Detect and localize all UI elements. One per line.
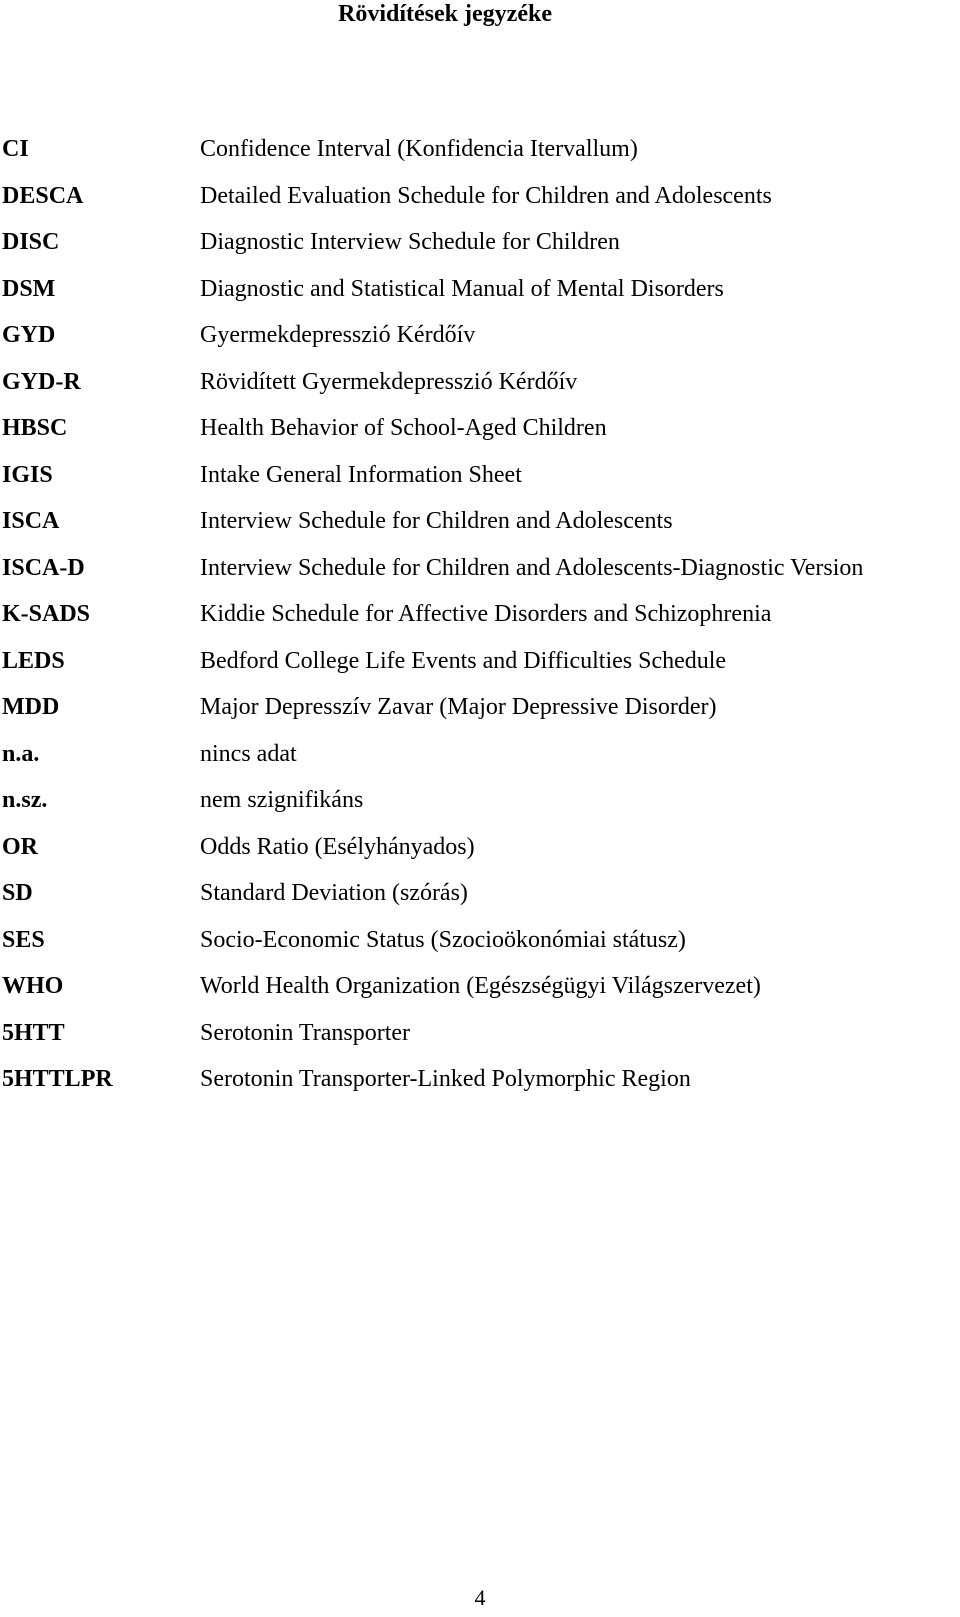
abbreviation-definition: World Health Organization (Egészségügyi Világszervezet) — [200, 973, 761, 999]
abbreviation-term: DISC — [2, 229, 60, 255]
abbreviation-term: n.sz. — [2, 787, 48, 813]
abbreviation-term: DESCA — [2, 182, 84, 209]
abbreviation-term: GYD — [2, 322, 56, 348]
abbreviation-definition: Odds Ratio (Esélyhányados) — [200, 833, 475, 860]
abbreviation-row — [2, 780, 952, 827]
abbreviation-row — [2, 1013, 952, 1060]
abbreviation-row — [2, 315, 952, 362]
abbreviation-term: ISCA — [2, 508, 60, 534]
abbreviation-definition: Socio-Economic Status (Szocioökonómiai státusz) — [200, 926, 686, 953]
abbreviation-row — [2, 920, 952, 967]
abbreviation-definition: Bedford College Life Events and Difficulties Schedule — [200, 647, 727, 674]
abbreviation-term: n.a. — [2, 740, 40, 767]
abbreviation-definition: Detailed Evaluation Schedule for Children and Adolescents — [200, 182, 772, 209]
abbreviation-definition: Kiddie Schedule for Affective Disorders and Schizophrenia — [200, 601, 772, 627]
abbreviation-row — [2, 362, 952, 409]
abbreviation-row — [2, 1059, 952, 1106]
abbreviation-row — [2, 641, 952, 688]
abbreviation-list — [2, 129, 952, 1106]
abbreviation-definition: Major Depresszív Zavar (Major Depressive Disorder) — [200, 694, 717, 720]
abbreviation-row — [2, 455, 952, 502]
abbreviation-term: LEDS — [2, 647, 65, 674]
abbreviation-row — [2, 594, 952, 641]
abbreviation-definition: Intake General Information Sheet — [200, 461, 522, 488]
abbreviation-term: 5HTT — [2, 1019, 65, 1046]
abbreviation-definition: nem szignifikáns — [200, 787, 364, 813]
abbreviation-definition: Diagnostic and Statistical Manual of Mental Disorders — [200, 275, 724, 302]
abbreviation-definition: Confidence Interval (Konfidencia Itervallum) — [200, 136, 638, 162]
abbreviation-definition: Serotonin Transporter-Linked Polymorphic Region — [200, 1066, 691, 1092]
abbreviation-row — [2, 827, 952, 874]
abbreviation-definition: Rövidített Gyermekdepresszió Kérdőív — [200, 368, 578, 395]
abbreviation-definition: Health Behavior of School-Aged Children — [200, 415, 607, 441]
abbreviation-row — [2, 129, 952, 176]
abbreviation-row — [2, 269, 952, 316]
abbreviation-definition: Gyermekdepresszió Kérdőív — [200, 322, 476, 348]
abbreviation-definition: Serotonin Transporter — [200, 1019, 410, 1046]
abbreviation-definition: Standard Deviation (szórás) — [200, 880, 468, 906]
abbreviation-definition: nincs adat — [200, 740, 297, 767]
abbreviation-term: IGIS — [2, 461, 53, 488]
abbreviation-term: SES — [2, 926, 45, 953]
abbreviation-row — [2, 548, 952, 595]
abbreviation-term: K-SADS — [2, 601, 91, 627]
page-title: Rövidítések jegyzéke — [338, 1, 552, 27]
abbreviation-term: ISCA-D — [2, 554, 85, 581]
abbreviation-row — [2, 734, 952, 781]
abbreviation-term: DSM — [2, 275, 56, 302]
abbreviation-row — [2, 408, 952, 455]
abbreviation-definition: Diagnostic Interview Schedule for Children — [200, 229, 620, 255]
abbreviation-definition: Interview Schedule for Children and Adolescents — [200, 508, 673, 534]
abbreviation-row — [2, 966, 952, 1013]
abbreviation-term: OR — [2, 833, 38, 860]
abbreviation-term: HBSC — [2, 415, 68, 441]
abbreviation-row — [2, 222, 952, 269]
abbreviation-term: CI — [2, 136, 29, 162]
abbreviation-term: MDD — [2, 694, 60, 720]
abbreviation-term: 5HTTLPR — [2, 1066, 113, 1092]
abbreviation-term: GYD-R — [2, 368, 81, 395]
abbreviation-definition: Interview Schedule for Children and Adolescents-Diagnostic Version — [200, 554, 864, 581]
abbreviation-row — [2, 873, 952, 920]
abbreviation-row — [2, 176, 952, 223]
abbreviation-row — [2, 501, 952, 548]
abbreviation-term: WHO — [2, 973, 64, 999]
page-number: 4 — [474, 1585, 486, 1610]
abbreviation-term: SD — [2, 880, 33, 906]
abbreviation-row — [2, 687, 952, 734]
